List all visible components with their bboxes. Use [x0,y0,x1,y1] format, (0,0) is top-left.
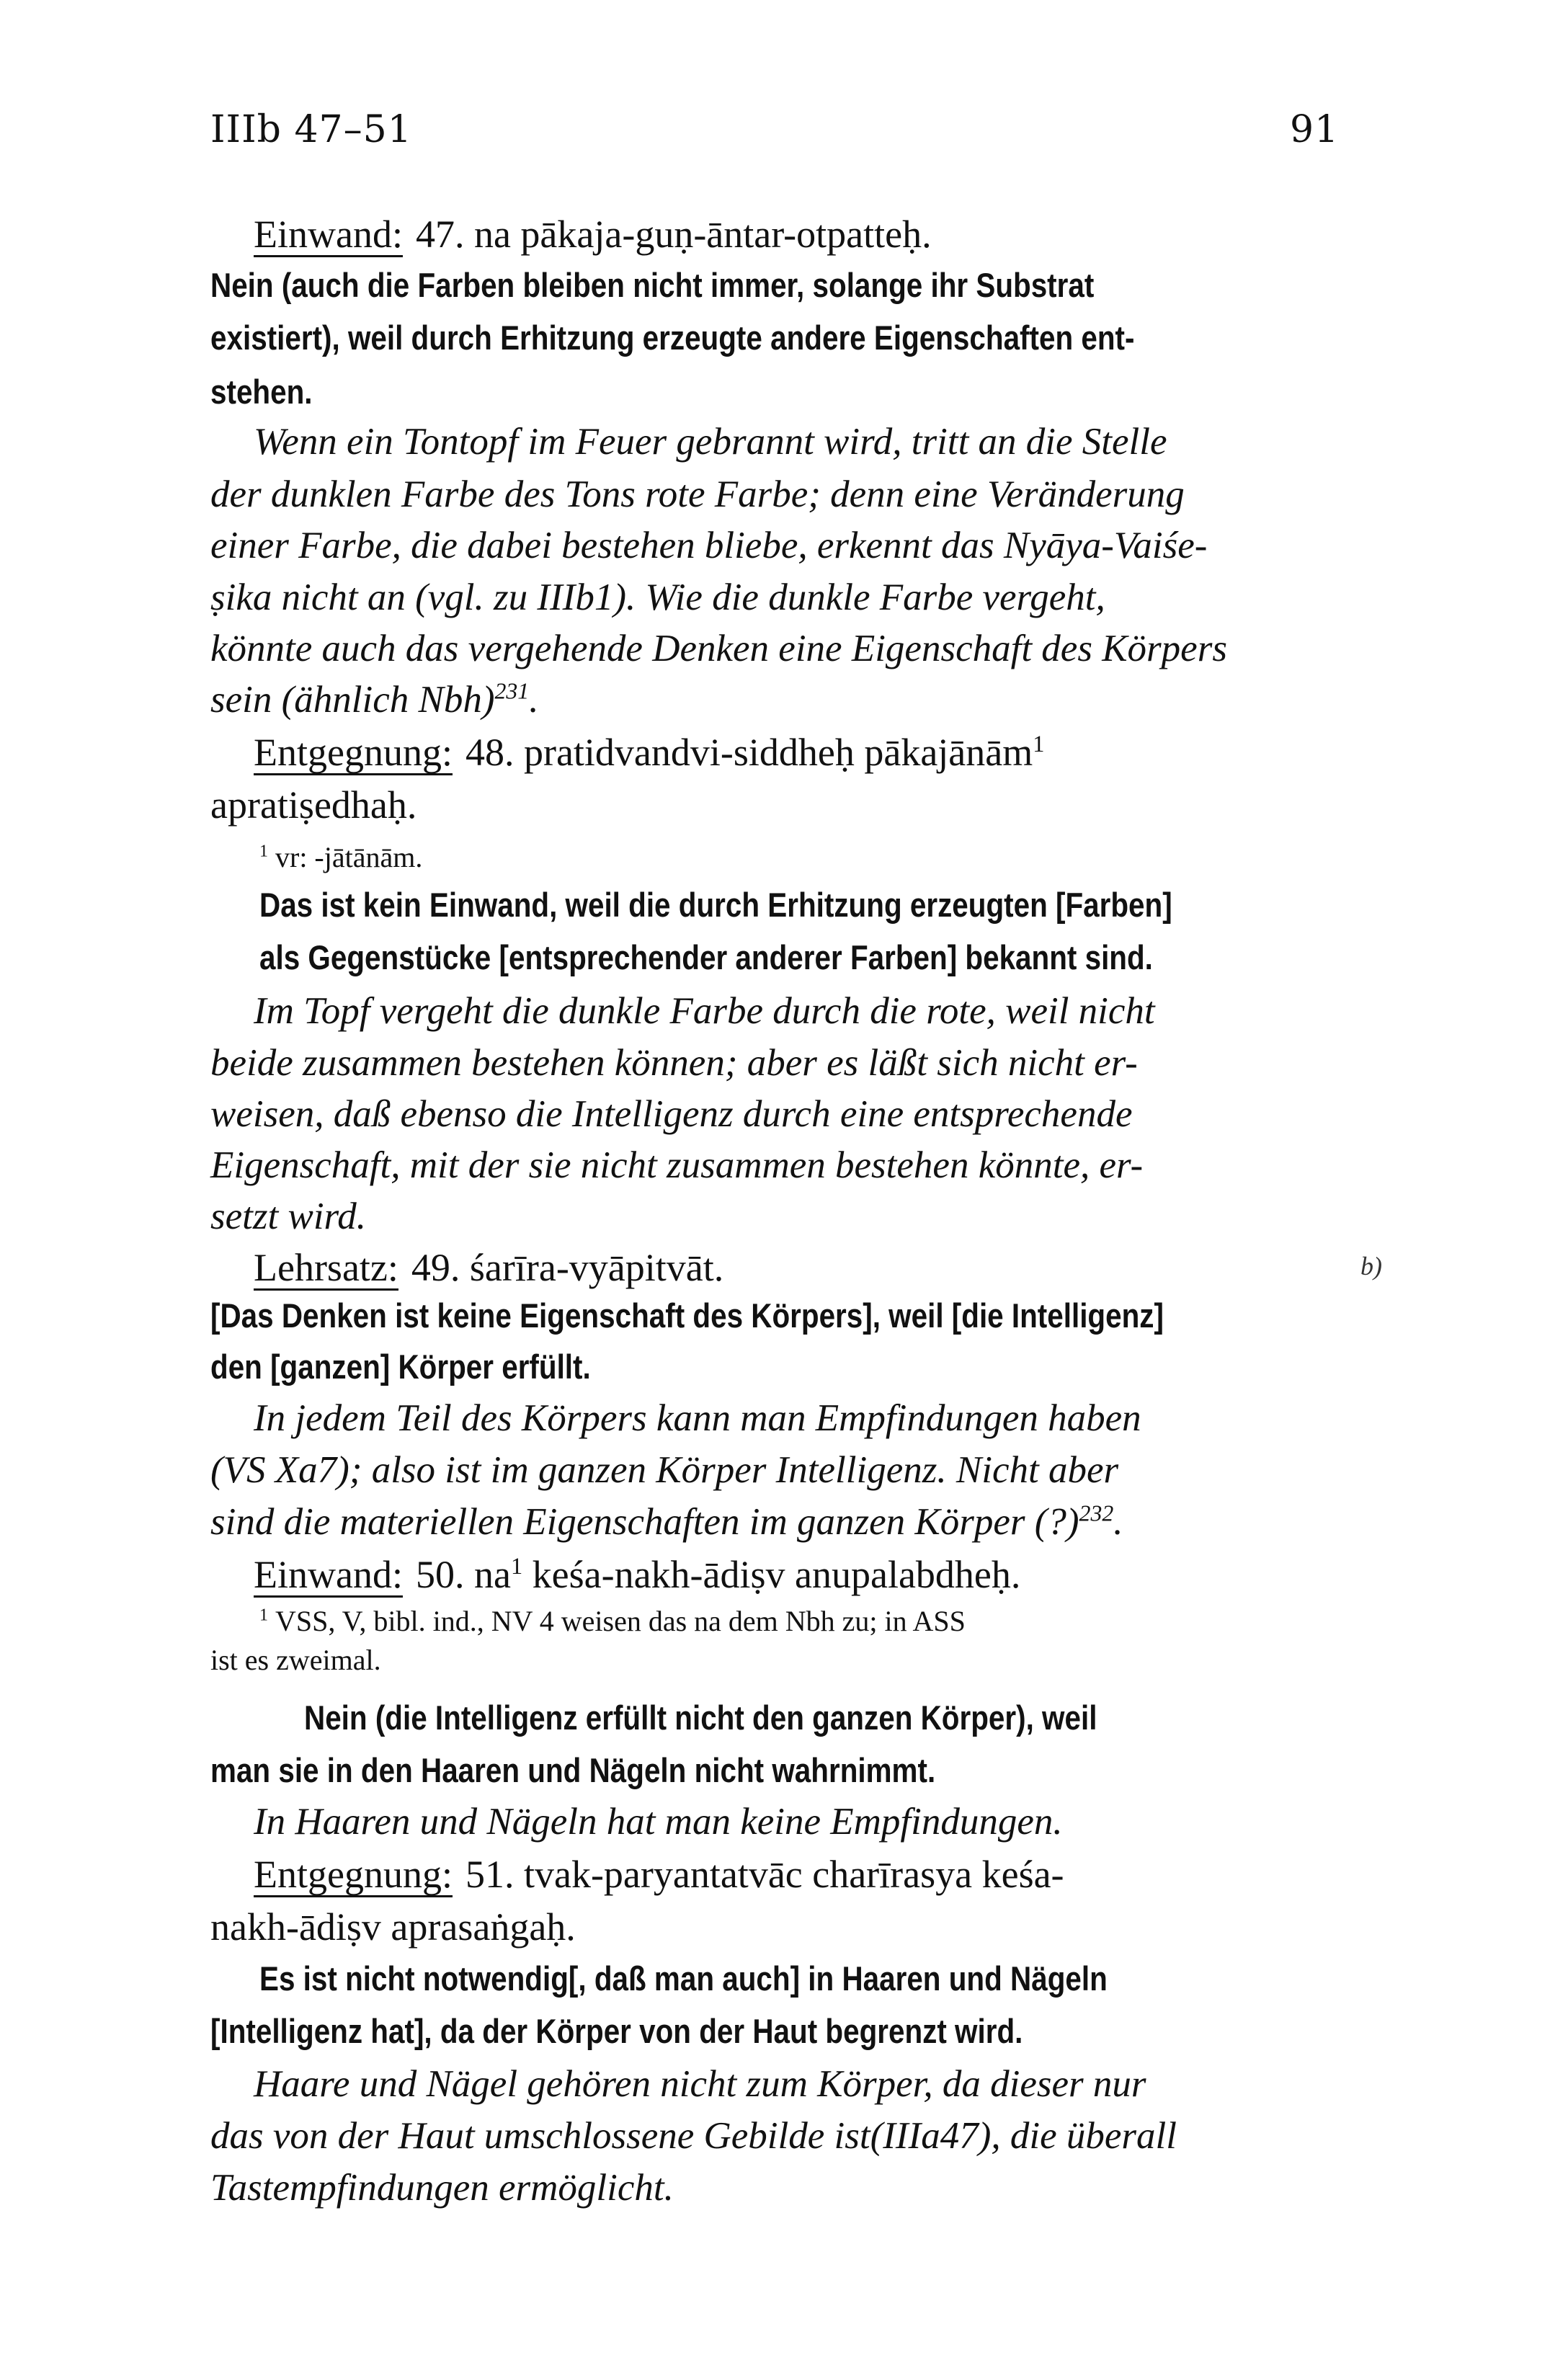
footnote: $^1$ VSS, V, bibl. ind., NV 4 weisen das na dem Nbh zu; in ASS [259,1605,966,1637]
commentary-line: ṣika nicht an (vgl. zu IIIb1). Wie die dunkle Farbe vergeht, [210,576,1105,618]
footnote-ref: 1 [1033,731,1045,757]
translation-line: Das ist kein Einwand, weil die durch Erhitzung erzeugten [Farben] [259,886,1172,924]
sutra-label: Einwand: [254,213,403,256]
commentary-line: beide zusammen bestehen können; aber es läßt sich nicht er- [210,1042,1138,1084]
running-header: IIIb 47–51 [210,108,412,151]
footnote-continuation: ist es zweimal. [210,1644,381,1676]
translation-line: Es ist nicht notwendig[, daß man auch] in Haaren und Nägeln [259,1959,1108,1998]
commentary-line: sein (ähnlich Nbh)$^{231}$. [210,678,539,721]
commentary-line: (VS Xa7); also ist im ganzen Körper Intelligenz. Nicht aber [210,1449,1119,1491]
translation-line: Nein (auch die Farben bleiben nicht immer, solange ihr Substrat [210,266,1095,304]
sutra-49 [254,1248,1399,1291]
sutra-51 [254,1855,1399,1897]
sutra-48-continuation: apratiṣedhaḥ. [210,783,417,827]
footnote-ref: 232 [1079,1500,1114,1526]
commentary-line: weisen, daß ebenso die Intelligenz durch eine entsprechende [210,1093,1133,1135]
translation-line: [Intelligenz hat], da der Körper von der Haut begrenzt wird. [210,2012,1023,2050]
commentary-line: Eigenschaft, mit der sie nicht zusammen bestehen könnte, er- [210,1144,1144,1186]
sutra-51-continuation: nakh-ādiṣv aprasaṅgaḥ. [210,1905,576,1949]
footnote: $^1$ vr: -jātānām. [259,841,423,873]
translation-line: stehen. [210,373,313,411]
translation-line: [Das Denken ist keine Eigenschaft des Körpers], weil [die Intelligenz] [210,1296,1164,1335]
commentary-line: setzt wird. [210,1195,366,1237]
commentary-line: Haare und Nägel gehören nicht zum Körper, da dieser nur [254,2063,1146,2105]
sutra-label: Lehrsatz: [254,1246,398,1289]
commentary-line: Im Topf vergeht die dunkle Farbe durch die rote, weil nicht [254,990,1155,1032]
sutra-text: keśa-nakh-ādiṣv anupalabdheḥ. [522,1553,1021,1596]
sutra-label: Einwand: [254,1553,403,1596]
translation-line: man sie in den Haaren und Nägeln nicht wahrnimmt. [210,1751,936,1789]
commentary-line: In jedem Teil des Körpers kann man Empfindungen haben [254,1397,1141,1439]
page-number: 91 [1290,108,1340,151]
commentary-line: einer Farbe, die dabei bestehen bliebe, erkennt das Nyāya-Vaiśe- [210,525,1208,566]
commentary-line: das von der Haut umschlossene Gebilde ist(IIIa47), die überall [210,2115,1177,2157]
commentary-line: Tastempfindungen ermöglicht. [210,2167,674,2209]
sutra-text: 51. tvak-paryantatvāc charīrasya keśa- [465,1853,1064,1896]
sutra-text: 49. śarīra-vyāpitvāt. [411,1246,724,1289]
footnote-ref: 231 [494,678,530,704]
translation-line: Nein (die Intelligenz erfüllt nicht den ganzen Körper), weil [304,1698,1097,1737]
sutra-48 [254,733,1399,775]
translation-line: existiert), weil durch Erhitzung erzeugte andere Eigenschaften ent- [210,319,1135,357]
sutra-label: Entgegnung: [254,731,453,774]
sutra-text: 47. na pākaja-guṇ-āntar-otpatteḥ. [415,213,932,256]
commentary-line: In Haaren und Nägeln hat man keine Empfindungen. [254,1801,1063,1843]
margin-note: b) [1360,1252,1382,1281]
translation-line: als Gegenstücke [entsprechender anderer Farben] bekannt sind. [259,938,1153,976]
commentary-line: sind die materiellen Eigenschaften im ganzen Körper (?)$^{232}$. [210,1500,1123,1543]
commentary-line: Wenn ein Tontopf im Feuer gebrannt wird, tritt an die Stelle [254,421,1167,463]
sutra-47 [254,215,1399,257]
translation-line: den [ganzen] Körper erfüllt. [210,1348,591,1386]
footnote-ref: 1 [510,1554,523,1580]
sutra-50: Einwand: 50. $na^1$ keśa-nakh-ādiṣv anupalabdheḥ. [254,1553,1021,1596]
commentary-line: der dunklen Farbe des Tons rote Farbe; denn eine Veränderung [210,473,1185,515]
sutra-text: 48. pratidvandvi-siddheḥ pākajānām [465,731,1033,774]
commentary-line: könnte auch das vergehende Denken eine Eigenschaft des Körpers [210,628,1227,669]
sutra-label: Entgegnung: [254,1853,453,1896]
